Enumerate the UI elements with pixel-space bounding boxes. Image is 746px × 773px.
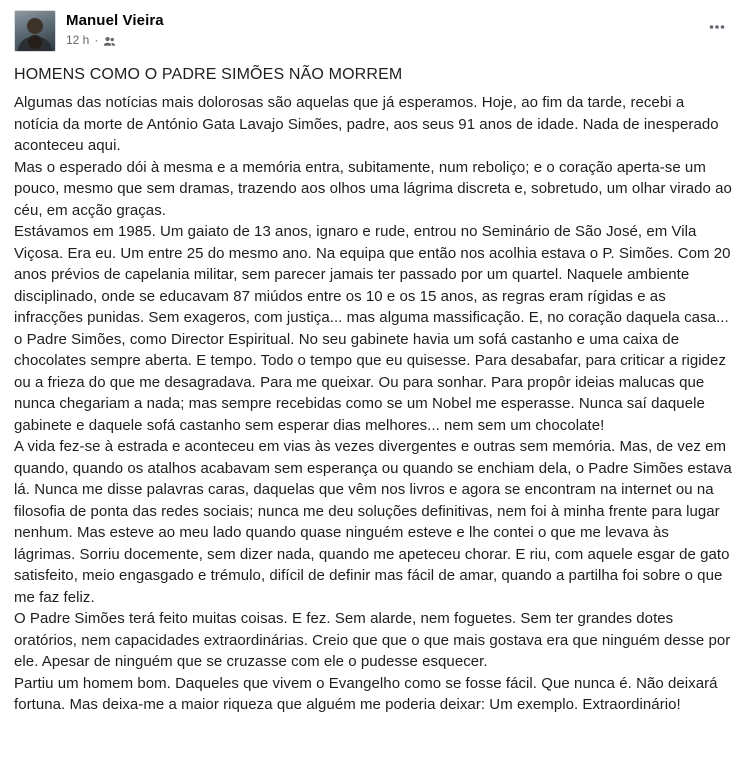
meta-separator: · — [94, 33, 99, 47]
post-paragraph: A vida fez-se à estrada e aconteceu em vias às vezes divergentes e outras sem memória. Mas, de vez em quando, quando os atalhos acabavam sem esperança ou quando se enchiam dela, o Padre Simões estava lá. Nunca me disse palavras caras, daquelas que vêm nos livros e agora se encontram na internet ou na filosofia de ponta das redes sociais; nunca me deu soluções definitivas, nem foi à minha frente para lugar nenhum. Mas esteve ao meu lado quando quase ninguém esteve e lhe contei o que me levava às lágrimas. Sorriu docemente, sem dizer nada, quando me apeteceu chorar. E riu, com aquele esgar de gato satisfeito, meio engasgado e trémulo, difícil de definir mas fácil de amar, quando a partilha foi sobre o que me faz feliz. — [14, 438, 732, 606]
post-paragraph: Estávamos em 1985. Um gaiato de 13 anos, ignaro e rude, entrou no Seminário de São José, em Vila Viçosa. Era eu. Um entre 25 do mesmo ano. Na equipa que então nos acolhia estava o P. Simões. Com 20 anos prévios de capelania militar, sem parecer jamais ter passado por um quartel. Naquele ambiente disciplinado, onde se educavam 87 miúdos entre os 10 e os 15 anos, as regras eram rígidas e as infracções punidas. Sem exageros, com justiça... mas alguma massificação. E, no coração daquela casa... o Padre Simões, como Director Espiritual. No seu gabinete havia um sofá castanho e uma caixa de chocolates sempre aberta. E tempo. Todo o tempo que eu quisesse. Para desabafar, para criticar a rigidez ou a frieza do que me desagradava. Para me queixar. Ou para sonhar. Para propôr ideias malucas que nunca chegariam a nada; mas sempre recebidas como se um Nobel me esperasse. Nunca saí daquele gabinete e daquele sofá castanho sem esperar dias melhores... nem sem um chocolate! — [14, 223, 731, 434]
friends-icon[interactable] — [103, 35, 116, 48]
post-body — [14, 54, 732, 716]
post-paragraph: Partiu um homem bom. Daqueles que vivem o Evangelho como se fosse fácil. Que nunca é. Não deixará fortuna. Mas deixa-me a maior riqueza que alguém me poderia deixar: Um exemplo. Extraordinário! — [14, 674, 718, 713]
post-author-block — [66, 10, 164, 48]
more-options-icon[interactable] — [702, 12, 732, 42]
post-paragraph: Algumas das notícias mais dolorosas são aquelas que já esperamos. Hoje, ao fim da tarde, recebi a notícia da morte de António Gata Lavajo Simões, padre, aos seus 91 anos de idade. Nada de inesperado aconteceu aqui. — [14, 94, 719, 154]
author-name[interactable]: Manuel Vieira — [66, 12, 164, 29]
post-timestamp[interactable]: 12 h — [66, 33, 90, 47]
avatar[interactable] — [14, 10, 56, 52]
post-paragraph: O Padre Simões terá feito muitas coisas. E fez. Sem alarde, nem foguetes. Sem ter grandes dotes oratórios, nem capacidades extraordinárias. Creio que que o que mais gostava era que ninguém desse por ele. Apesar de ninguém que se cruzasse com ele o pudesse esquecer. — [14, 610, 731, 670]
post-paragraph: Mas o esperado dói à mesma e a memória entra, subitamente, num reboliço; e o coração aperta-se um pouco, mesmo que sem dramas, trazendo aos olhos uma lágrima discreta e, sobretudo, um olhar virado ao céu, em acção graças. — [14, 158, 732, 219]
post-meta — [66, 33, 164, 48]
post-title: HOMENS COMO O PADRE SIMÕES NÃO MORREM — [14, 66, 403, 83]
post-header — [14, 10, 732, 54]
